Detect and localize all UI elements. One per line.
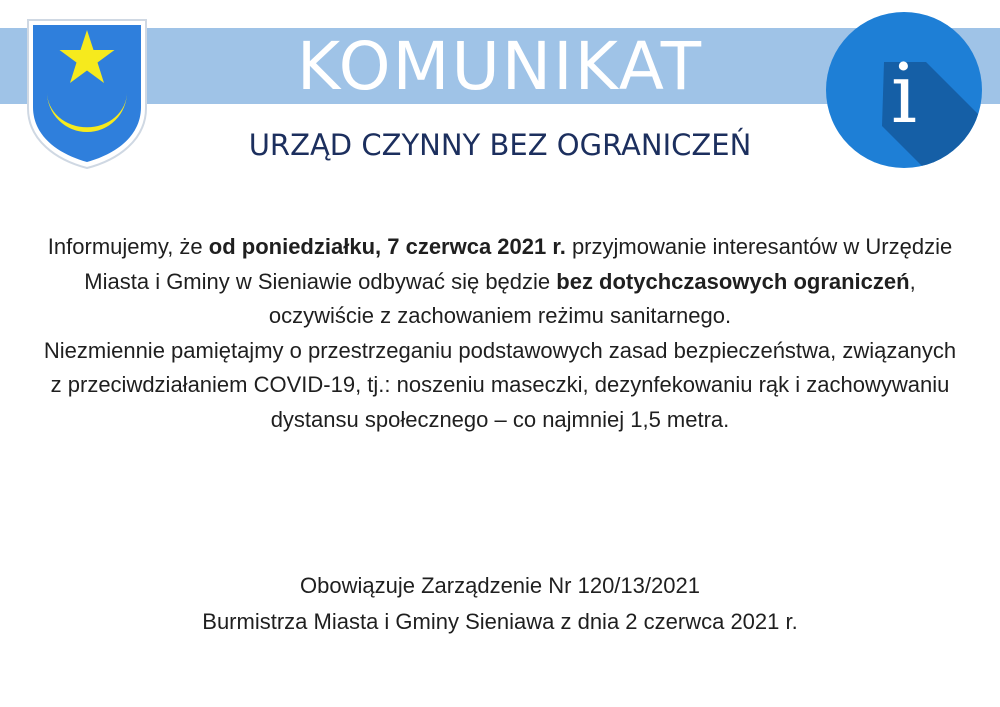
order-reference <box>40 568 960 640</box>
order-line-2: Burmistrza Miasta i Gminy Sieniawa z dnia 2 czerwca 2021 r. <box>202 609 798 634</box>
no-restrictions-highlight: bez dotychczasowych ograniczeń <box>556 268 910 294</box>
coat-of-arms-icon <box>20 16 154 171</box>
announcement-body <box>40 230 960 438</box>
info-circle-icon <box>826 12 982 168</box>
page-title: KOMUNIKAT <box>296 27 704 105</box>
announcement-paragraph-1: Informujemy, że od poniedziałku, 7 czerwca 2021 r. przyjmowanie interesantów w Urzędzie Miasta i Gminy w Sieniawie odbywać się będzie bez dotychczasowych ograniczeń, oczywiście z zachowaniem reżimu sanitarnego. <box>47 234 953 329</box>
announcement-paragraph-2: Niezmiennie pamiętajmy o przestrzeganiu podstawowych zasad bezpieczeństwa, związanych z przeciwdziałaniem COVID-19, tj.: noszeniu maseczki, dezynfekowaniu rąk i zachowywaniu dystansu społecznego – co najmniej 1,5 metra. <box>43 337 957 432</box>
info-glyph: i <box>890 47 918 142</box>
date-highlight: od poniedziałku, 7 czerwca 2021 r. <box>208 234 566 259</box>
page-subtitle: URZĄD CZYNNY BEZ OGRANICZEŃ <box>248 128 752 162</box>
order-line-1: Obowiązuje Zarządzenie Nr 120/13/2021 <box>300 573 700 598</box>
